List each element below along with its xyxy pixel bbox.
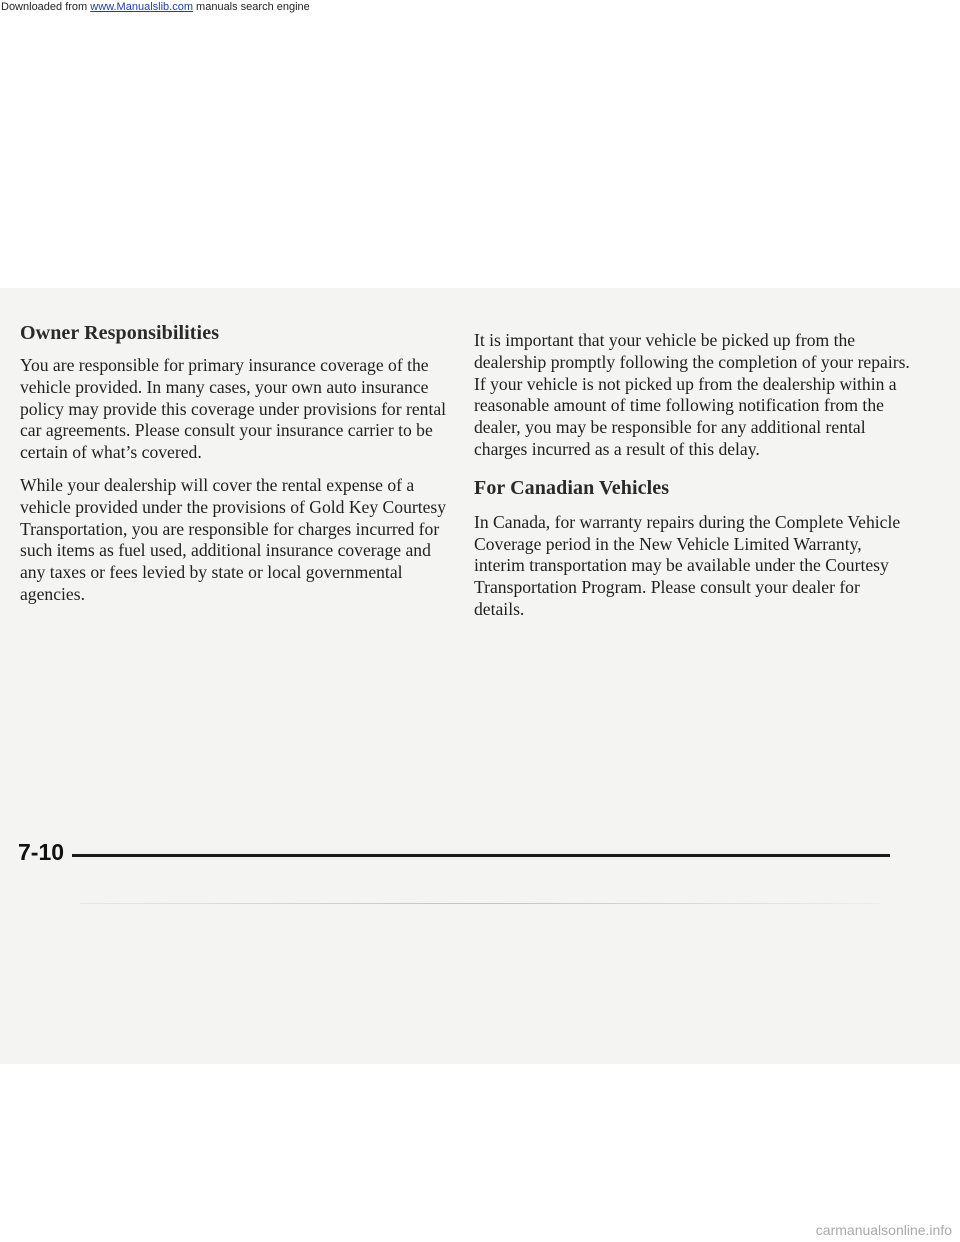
left-paragraph-2: While your dealership will cover the rental expense of a vehicle provided under the provisions of Gold Key Courtesy Transportation, you are responsible for charges incurred for such items as fuel used, additional insurance coverage and any taxes or fees levied by state or local governmental agencies.	[20, 474, 447, 604]
canadian-vehicles-heading: For Canadian Vehicles	[474, 476, 670, 499]
download-banner	[0, 0, 960, 14]
banner-prefix: Downloaded from	[1, 1, 88, 13]
manual-page	[0, 288, 960, 1064]
right-paragraph-2: In Canada, for warranty repairs during the Complete Vehicle Coverage period in the New Vehicle Limited Warranty, interim transportation may be available under the Courtesy Transportation Program. Please consult your dealer for details.	[474, 511, 901, 619]
footer-rule	[72, 854, 890, 857]
owner-responsibilities-heading: Owner Responsibilities	[20, 322, 220, 344]
manualslib-link[interactable]: www.Manualslib.com	[90, 1, 193, 13]
right-paragraph-1: It is important that your vehicle be picked up from the dealership promptly following the completion of your repairs. If your vehicle is not picked up from the dealership within a reasonable amount of time following notification from the dealer, you may be responsible for any additional rental charges incurred as a result of this delay.	[474, 330, 910, 459]
watermark: carmanualsonline.info	[815, 1222, 952, 1238]
banner-suffix: manuals search engine	[196, 1, 310, 13]
left-paragraph-1: You are responsible for primary insurance coverage of the vehicle provided. In many cases, your own auto insurance policy may provide this coverage under provisions for rental car agreements. Please consult your insurance carrier to be certain of what’s covered.	[20, 355, 447, 463]
page-number: 7-10	[18, 839, 65, 865]
right-column	[474, 330, 910, 632]
scan-line	[80, 903, 880, 904]
left-column	[20, 322, 450, 617]
